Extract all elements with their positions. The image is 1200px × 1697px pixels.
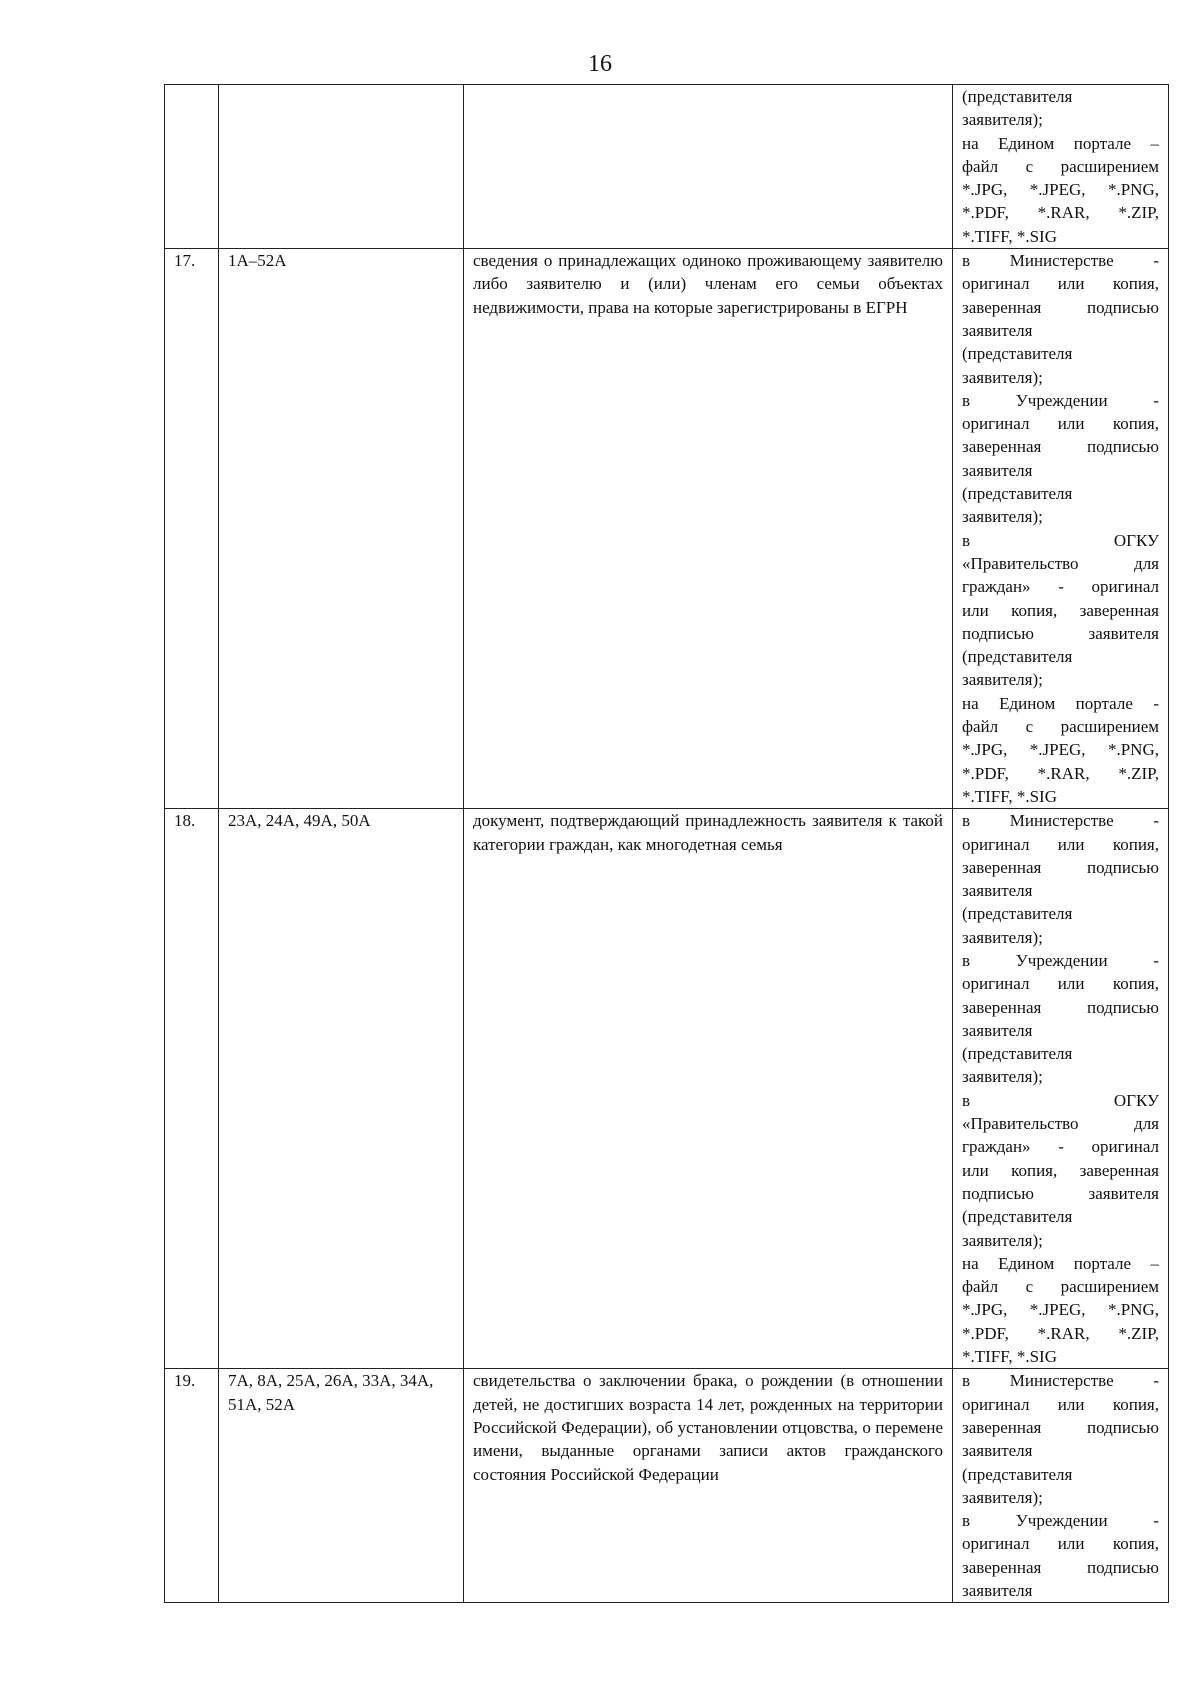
submission-line: заверенная подписью [962, 857, 1159, 877]
submission-line: (представителя [962, 1207, 1073, 1227]
submission-line: (представителя [962, 904, 1073, 924]
submission-line: или копия, заверенная [962, 1160, 1159, 1180]
submission-line: на Едином портале – [962, 1253, 1159, 1273]
submission-line: файл с расширением [962, 156, 1159, 176]
submission-line: заявителя); [962, 507, 1043, 527]
table-row [165, 1369, 1169, 1603]
submission-line: заявителя [962, 320, 1033, 340]
submission-line: заверенная подписью [962, 297, 1159, 317]
row-codes [219, 85, 464, 249]
submission-line: оригинал или копия, [962, 1394, 1159, 1414]
submission-line: *.TIFF, *.SIG [962, 786, 1057, 806]
row-submission-method [953, 1369, 1169, 1603]
submission-line: оригинал или копия, [962, 1534, 1159, 1554]
submission-line: подписью заявителя [962, 1183, 1159, 1203]
submission-line: заявителя); [962, 367, 1043, 387]
submission-line: файл с расширением [962, 1277, 1159, 1297]
submission-line: заявителя); [962, 670, 1043, 690]
row-codes: 1A–52A [219, 249, 464, 809]
submission-line: на Едином портале – [962, 133, 1159, 153]
table-row [165, 85, 1169, 249]
submission-line: заявителя); [962, 110, 1043, 130]
submission-line: (представителя [962, 1044, 1073, 1064]
submission-line: заявителя [962, 1581, 1033, 1600]
submission-line: *.PDF, *.RAR, *.ZIP, [962, 203, 1159, 223]
submission-line: в ОГКУ [962, 530, 1159, 550]
submission-line: заявителя [962, 1441, 1033, 1461]
page-number: 16 [588, 51, 612, 77]
submission-line: (представителя [962, 484, 1073, 504]
submission-line: заявителя); [962, 927, 1043, 947]
submission-line: заявителя [962, 460, 1033, 480]
submission-line: «Правительство для [962, 1114, 1159, 1134]
row-codes: 7A, 8A, 25A, 26A, 33A, 34A, 51A, 52A [219, 1369, 464, 1603]
table-row [165, 809, 1169, 1369]
row-number: 17. [165, 249, 219, 809]
submission-line: *.JPG, *.JPEG, *.PNG, [962, 180, 1159, 200]
row-description: документ, подтверждающий принадлежность заявителя к такой категории граждан, как многодетная семья [464, 809, 953, 1369]
submission-line: заверенная подписью [962, 1417, 1159, 1437]
submission-line: *.PDF, *.RAR, *.ZIP, [962, 1323, 1159, 1343]
submission-line: оригинал или копия, [962, 414, 1159, 434]
submission-line: *.TIFF, *.SIG [962, 226, 1057, 246]
submission-line: заявителя); [962, 1067, 1043, 1087]
row-codes: 23A, 24A, 49A, 50A [219, 809, 464, 1369]
submission-line: *.TIFF, *.SIG [962, 1347, 1057, 1367]
submission-line: «Правительство для [962, 553, 1159, 573]
submission-line: граждан» - оригинал [962, 1137, 1159, 1157]
row-description: сведения о принадлежащих одиноко проживающему заявителю либо заявителю и (или) членам его семьи объектах недвижимости, права на которые зарегистрированы в ЕГРН [464, 249, 953, 809]
submission-line: (представителя [962, 344, 1073, 364]
submission-line: заявителя [962, 881, 1033, 901]
submission-line: в Учреждении - [962, 1511, 1159, 1531]
documents-table [164, 84, 1169, 1603]
submission-line: в ОГКУ [962, 1090, 1159, 1110]
submission-line: граждан» - оригинал [962, 577, 1159, 597]
table-row [165, 249, 1169, 809]
row-description [464, 85, 953, 249]
row-number: 18. [165, 809, 219, 1369]
submission-line: в Министерстве - [962, 811, 1159, 831]
submission-line: подписью заявителя [962, 623, 1159, 643]
submission-line: *.JPG, *.JPEG, *.PNG, [962, 740, 1159, 760]
submission-line: заявителя); [962, 1230, 1043, 1250]
row-submission-method [953, 809, 1169, 1369]
submission-line: в Министерстве - [962, 1371, 1159, 1391]
submission-line: (представителя [962, 1464, 1073, 1484]
submission-line: оригинал или копия, [962, 834, 1159, 854]
submission-line: на Едином портале - [962, 693, 1159, 713]
submission-line: в Учреждении - [962, 390, 1159, 410]
submission-line: или копия, заверенная [962, 600, 1159, 620]
submission-line: заверенная подписью [962, 1557, 1159, 1577]
submission-line: оригинал или копия, [962, 974, 1159, 994]
submission-line: заверенная подписью [962, 997, 1159, 1017]
submission-line: оригинал или копия, [962, 274, 1159, 294]
submission-line: *.PDF, *.RAR, *.ZIP, [962, 763, 1159, 783]
row-submission-method [953, 85, 1169, 249]
row-number: 19. [165, 1369, 219, 1603]
submission-line: файл с расширением [962, 717, 1159, 737]
row-number [165, 85, 219, 249]
submission-line: *.JPG, *.JPEG, *.PNG, [962, 1300, 1159, 1320]
submission-line: заявителя); [962, 1487, 1043, 1507]
submission-line: в Учреждении - [962, 950, 1159, 970]
row-submission-method [953, 249, 1169, 809]
submission-line: в Министерстве - [962, 251, 1159, 271]
submission-line: (представителя [962, 647, 1073, 667]
submission-line: заверенная подписью [962, 437, 1159, 457]
submission-line: заявителя [962, 1020, 1033, 1040]
submission-line: (представителя [962, 87, 1073, 106]
row-description: свидетельства о заключении брака, о рождении (в отношении детей, не достигших возраста 14 лет, рожденных на территории Российской Федерации), об установлении отцовства, о перемене имени, выданные органами записи актов гражданского состояния Российской Федерации [464, 1369, 953, 1603]
